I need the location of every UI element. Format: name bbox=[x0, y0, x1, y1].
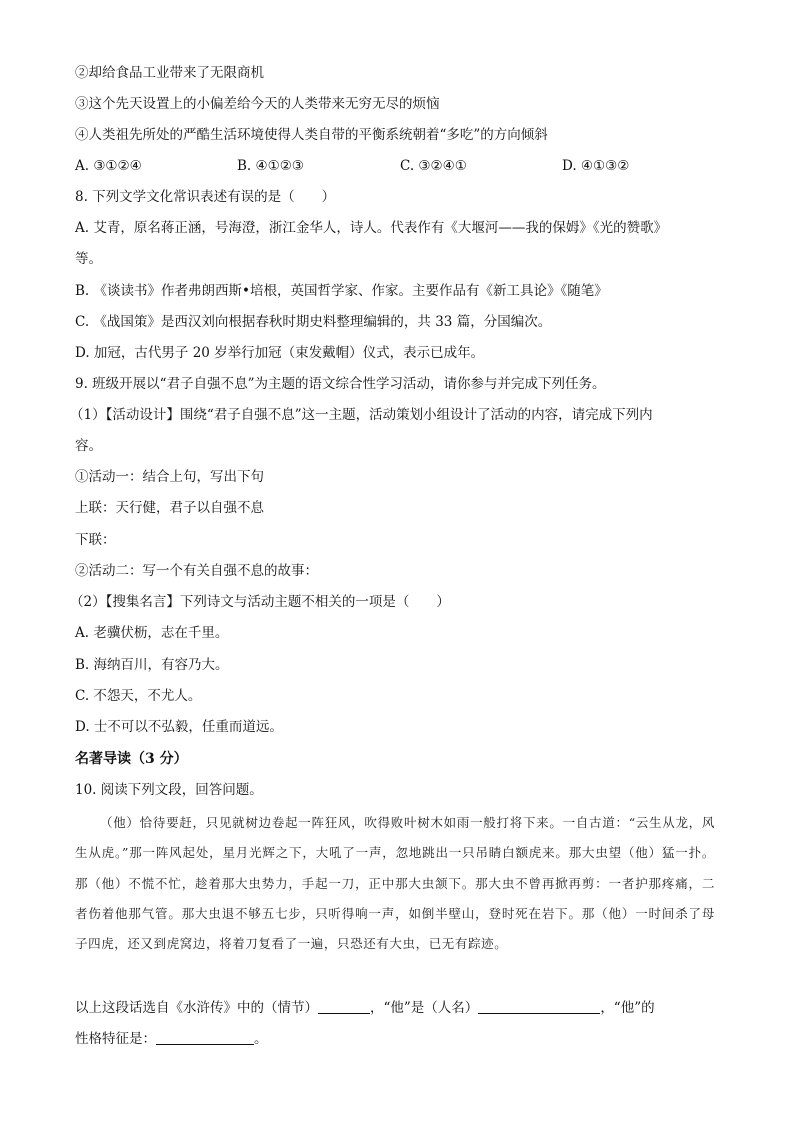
q10-question-line1 bbox=[75, 998, 655, 1018]
q7-option-b: B. ④①②③ bbox=[237, 158, 304, 174]
q7-option-d: D. ④①③② bbox=[562, 158, 630, 174]
q9-part2: （2）【搜集名言】下列诗文与活动主题不相关的一项是（ ） bbox=[70, 594, 450, 610]
q9-upper-couplet: 上联：天行健，君子以自强不息 bbox=[75, 500, 264, 516]
q8-option-a-line2: 等。 bbox=[75, 251, 102, 267]
trait-answer-blank[interactable] bbox=[156, 1030, 254, 1045]
q9-option-c: C. 不怨天，不尤人。 bbox=[75, 688, 202, 704]
q10-stem: 10. 阅读下列文段，回答问题。 bbox=[75, 782, 263, 798]
section-title: 名著导读（3 分） bbox=[75, 751, 188, 767]
q10-passage bbox=[75, 808, 715, 959]
q9-activity2: ②活动二：写一个有关自强不息的故事： bbox=[75, 563, 318, 579]
q10-ask-trait: 性格特征是： bbox=[75, 1031, 156, 1047]
q10-ask-end: 。 bbox=[254, 1031, 268, 1047]
q8-option-b: B. 《谈读书》作者弗朗西斯•培根，英国哲学家、作家。主要作品有《新工具论》《随笔》 bbox=[75, 283, 608, 299]
name-answer-blank[interactable] bbox=[478, 999, 600, 1014]
q9-lower-couplet: 下联： bbox=[75, 532, 116, 548]
q9-option-b: B. 海纳百川，有容乃大。 bbox=[75, 657, 229, 673]
q10-ask-he: ，“他”的 bbox=[600, 1000, 655, 1016]
q9-option-a: A. 老骥伏枥，志在千里。 bbox=[75, 625, 229, 641]
q8-option-c: C. 《战国策》是西汉刘向根据春秋时期史料整理编辑的，共 33 篇，分国编次。 bbox=[75, 314, 552, 330]
q9-part1-line2: 容。 bbox=[75, 438, 102, 454]
q9-activity1: ①活动一：结合上句，写出下句 bbox=[75, 469, 264, 485]
passage-text: （他）恰待要赶，只见就树边卷起一阵狂风，吹得败叶树木如雨一般打将下来。一自古道：“云生从龙，风生从虎。”那一阵风起处，星月光辉之下，大吼了一声，忽地跳出一只吊睛白额虎来。那大虫望（他）猛一扑。那（他）不慌不忙，趁着那大虫势力，手起一刀，正中那大虫颔下。那大虫不曾再掀再剪：一者护那疼痛，二者伤着他那气管。那大虫退不够五七步，只听得响一声，如倒半壁山，登时死在岩下。那（他）一时间杀了母子四虎，还又到虎窝边，将着刀复看了一遍，只恐还有大虫，已无有踪迹。 bbox=[75, 815, 715, 952]
q9-part1-line1: （1）【活动设计】围绕“君子自强不息”这一主题，活动策划小组设计了活动的内容，请完成下列内 bbox=[70, 407, 653, 423]
plot-answer-blank[interactable] bbox=[318, 999, 370, 1014]
q7-item-3: ③这个先天设置上的小偏差给今天的人类带来无穷无尽的烦恼 bbox=[75, 96, 440, 112]
q9-stem: 9. 班级开展以“君子自强不息”为主题的语文综合性学习活动，请你参与并完成下列任务。 bbox=[75, 376, 606, 392]
q10-ask-plot: 以上这段话选自《水浒传》中的（情节） bbox=[75, 1000, 318, 1016]
q8-option-d: D. 加冠，古代男子 20 岁举行加冠（束发戴帽）仪式，表示已成年。 bbox=[75, 345, 485, 361]
q10-question-line2 bbox=[75, 1029, 268, 1049]
q7-item-2: ②却给食品工业带来了无限商机 bbox=[75, 65, 264, 81]
q8-stem: 8. 下列文学文化常识表述有误的是（ ） bbox=[75, 189, 336, 205]
q8-option-a-line1: A. 艾青，原名蒋正涵，号海澄，浙江金华人，诗人。代表作有《大堰河——我的保姆》《光的赞歌》 bbox=[75, 220, 668, 236]
q7-item-4: ④人类祖先所处的严酷生活环境使得人类自带的平衡系统朝着“多吃”的方向倾斜 bbox=[75, 127, 548, 143]
q7-option-c: C. ③②④① bbox=[400, 158, 467, 174]
q7-option-a: A. ③①②④ bbox=[75, 158, 142, 174]
q10-ask-name: ，“他”是（人名） bbox=[370, 1000, 479, 1016]
q9-option-d: D. 士不可以不弘毅，任重而道远。 bbox=[75, 719, 283, 735]
